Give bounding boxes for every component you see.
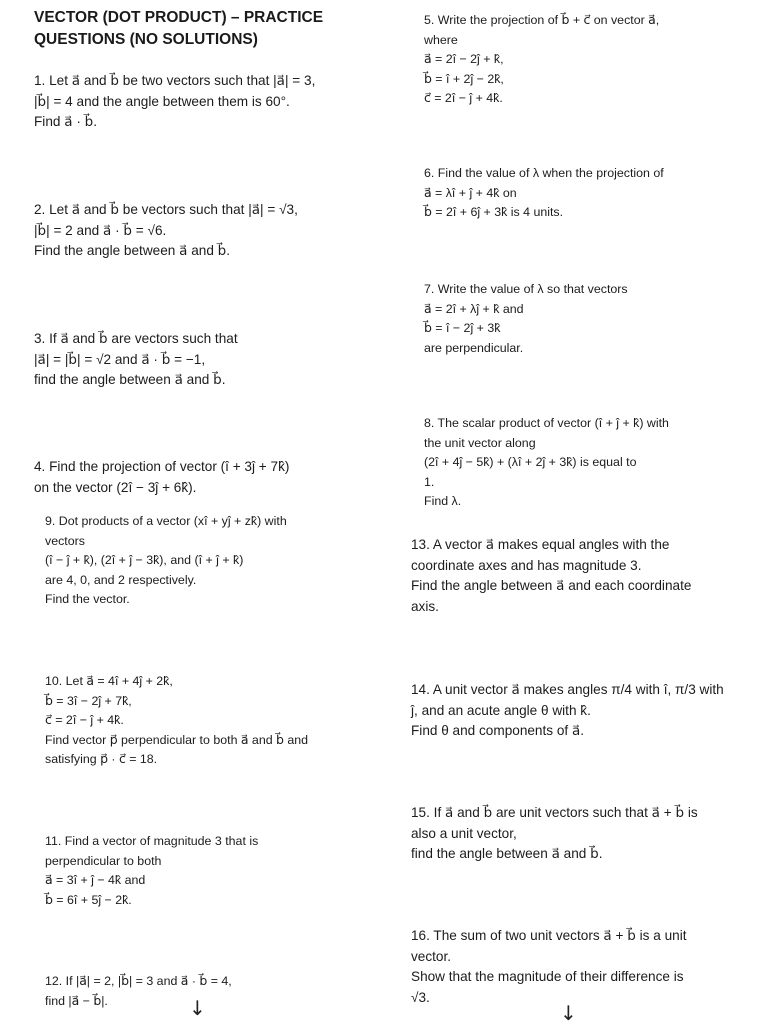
question-12: 12. If |a⃗| = 2, |b⃗| = 3 and a⃗ · b⃗ = 4, find |a⃗ − b⃗|. bbox=[45, 974, 232, 1008]
question-2: 2. Let a⃗ and b⃗ be vectors such that |a⃗| = √3, |b⃗| = 2 and a⃗ · b⃗ = √6. Find the angle between a⃗ and b⃗. bbox=[34, 202, 298, 258]
question-5: 5. Write the projection of b⃗ + c⃗ on vector a⃗, where a⃗ = 2î − 2ĵ + k̂, b⃗ = î + 2ĵ − 2k̂, c⃗ = 2î − ĵ + 4k̂. bbox=[424, 13, 660, 105]
title-line-1: VECTOR (DOT PRODUCT) – PRACTICE bbox=[34, 9, 324, 26]
question-9: 9. Dot products of a vector (xî + yĵ + zk̂) with vectors (î − ĵ + k̂), (2î + ĵ − 3k̂), and (î + ĵ + k̂) are 4, 0, and 2 respectively. Find the vector. bbox=[45, 514, 287, 606]
question-3: 3. If a⃗ and b⃗ are vectors such that |a⃗| = |b⃗| = √2 and a⃗ · b⃗ = −1, find the angle between a⃗ and b⃗. bbox=[34, 331, 238, 387]
question-4: 4. Find the projection of vector (î + 3ĵ + 7k̂) on the vector (2î − 3ĵ + 6k̂). bbox=[34, 459, 290, 495]
title-line-2: QUESTIONS (NO SOLUTIONS) bbox=[34, 30, 258, 48]
question-11: 11. Find a vector of magnitude 3 that is perpendicular to both a⃗ = 3î + ĵ − 4k̂ and b⃗ = 6î + 5ĵ − 2k̂. bbox=[45, 834, 259, 907]
question-16: 16. The sum of two unit vectors a⃗ + b⃗ is a unit vector. Show that the magnitude of their difference is √3. bbox=[411, 928, 687, 1005]
scroll-down-arrow-icon[interactable]: ↓ bbox=[560, 1001, 577, 1025]
question-14: 14. A unit vector a⃗ makes angles π/4 with î, π/3 with ĵ, and an acute angle θ with k̂. Find θ and components of a⃗. bbox=[411, 682, 724, 738]
question-13: 13. A vector a⃗ makes equal angles with the coordinate axes and has magnitude 3. Find the angle between a⃗ and each coordinate axis. bbox=[411, 537, 692, 614]
question-8: 8. The scalar product of vector (î + ĵ + k̂) with the unit vector along (2î + 4ĵ − 5k̂) + (λî + 2ĵ + 3k̂) is equal to 1. Find λ. bbox=[424, 416, 669, 508]
question-1: 1. Let a⃗ and b⃗ be two vectors such that |a⃗| = 3, |b⃗| = 4 and the angle between them is 60°. Find a⃗ · b⃗. bbox=[34, 73, 316, 129]
question-15: 15. If a⃗ and b⃗ are unit vectors such that a⃗ + b⃗ is also a unit vector, find the angle between a⃗ and b⃗. bbox=[411, 805, 698, 861]
question-6: 6. Find the value of λ when the projection of a⃗ = λî + ĵ + 4k̂ on b⃗ = 2î + 6ĵ + 3k̂ is 4 units. bbox=[424, 166, 664, 219]
question-7: 7. Write the value of λ so that vectors a⃗ = 2î + λĵ + k̂ and b⃗ = î − 2ĵ + 3k̂ are perpendicular. bbox=[424, 282, 628, 355]
question-10: 10. Let a⃗ = 4î + 4ĵ + 2k̂, b⃗ = 3î − 2ĵ + 7k̂, c⃗ = 2î − ĵ + 4k̂. Find vector p⃗ perpendicular to both a⃗ and b⃗ and satisfying p⃗ · c⃗ = 18. bbox=[45, 674, 309, 766]
page-title bbox=[34, 7, 323, 50]
scroll-down-arrow-icon[interactable]: ↓ bbox=[189, 996, 206, 1020]
